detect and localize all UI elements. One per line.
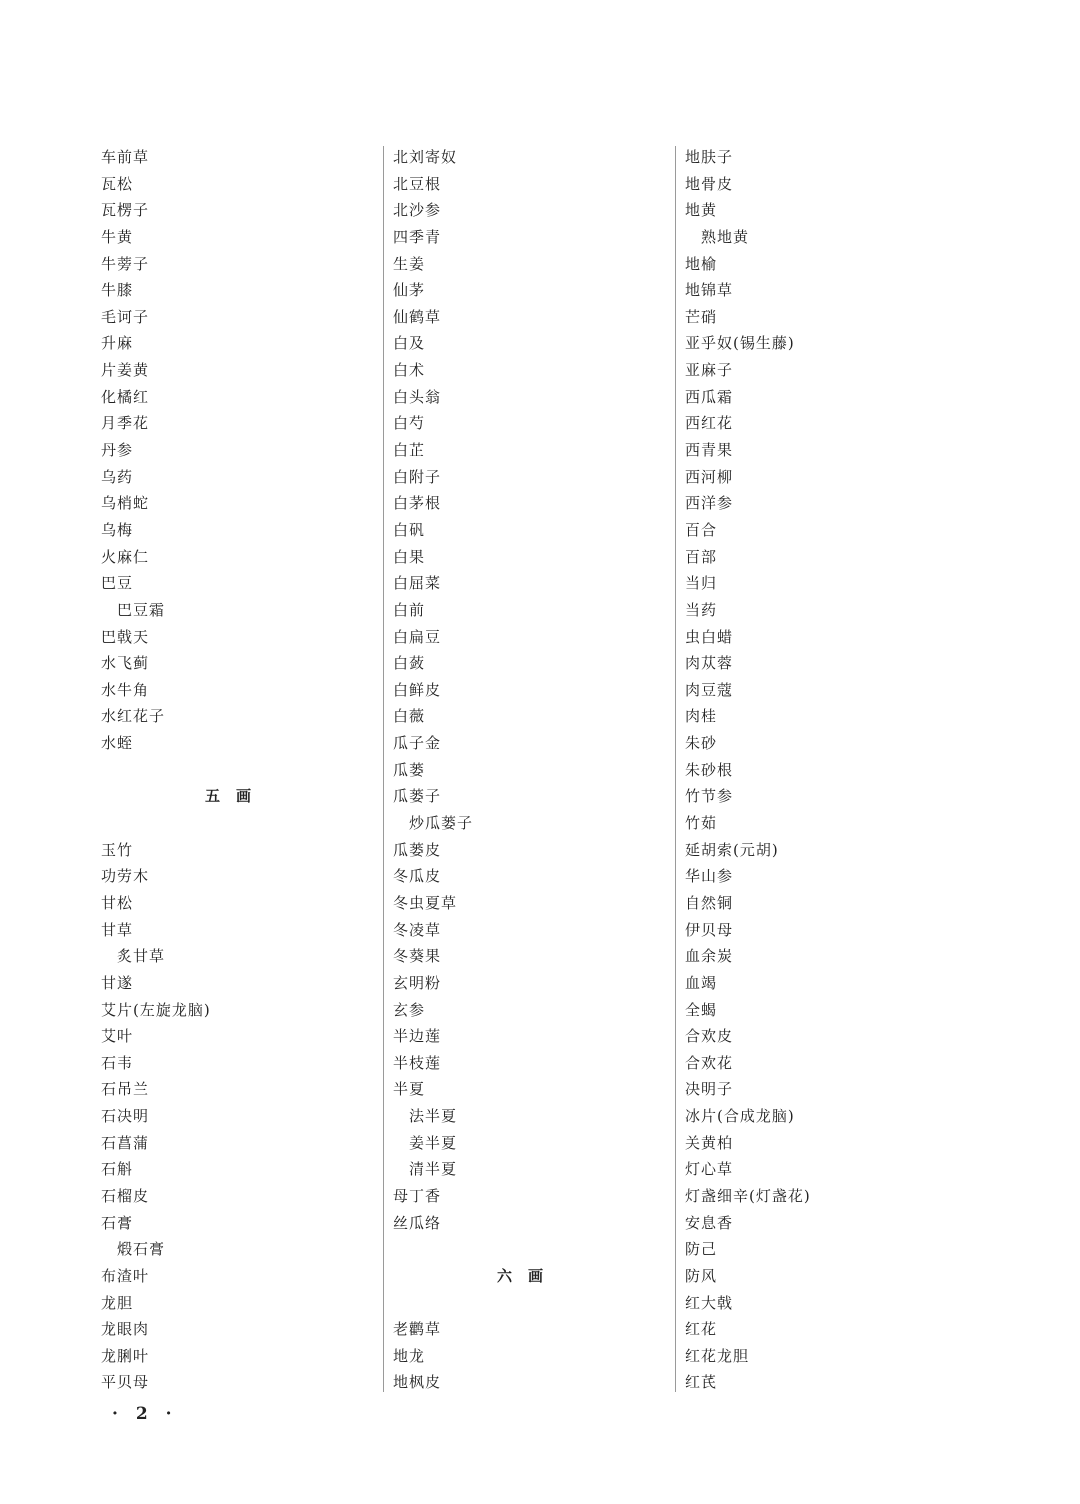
index-entry: 瓜子金 — [393, 734, 442, 753]
index-entry: 冬虫夏草 — [393, 893, 458, 912]
index-entry: 华山参 — [685, 867, 734, 886]
index-entry: 白鲜皮 — [393, 680, 442, 699]
index-entry: 西河柳 — [685, 467, 734, 486]
index-entry: 白薇 — [393, 707, 426, 726]
index-entry: 甘遂 — [101, 973, 134, 992]
index-entry: 老鹳草 — [393, 1320, 442, 1339]
index-entry: 白芷 — [393, 441, 426, 460]
index-entry: 毛诃子 — [101, 307, 150, 326]
index-entry: 北刘寄奴 — [393, 148, 458, 166]
index-sub-entry: 姜半夏 — [409, 1133, 458, 1152]
index-entry: 西瓜霜 — [685, 387, 734, 406]
index-entry: 瓦松 — [101, 174, 134, 193]
index-entry: 龙眼肉 — [101, 1320, 150, 1339]
index-entry: 肉苁蓉 — [685, 654, 734, 673]
index-entry: 延胡索(元胡) — [685, 840, 779, 859]
index-entry: 片姜黄 — [101, 361, 150, 380]
index-entry: 红花龙胆 — [685, 1346, 750, 1365]
index-column-2 — [393, 144, 663, 1396]
index-column-1 — [101, 144, 371, 1396]
index-entry: 乌梢蛇 — [101, 494, 150, 513]
index-entry: 艾片(左旋龙脑) — [101, 1000, 211, 1019]
index-entry: 地龙 — [393, 1346, 426, 1365]
index-entry: 半夏 — [393, 1080, 426, 1099]
index-entry: 瓜蒌 — [393, 760, 426, 779]
index-entry: 牛黄 — [101, 227, 134, 246]
index-entry: 升麻 — [101, 334, 134, 353]
index-entry: 亚麻子 — [685, 361, 734, 380]
spacer — [101, 757, 371, 784]
index-entry: 乌药 — [101, 467, 134, 486]
index-entry: 血余炭 — [685, 947, 734, 966]
index-entry: 化橘红 — [101, 387, 150, 406]
index-entry: 龙胆 — [101, 1293, 134, 1312]
index-sub-entry: 巴豆霜 — [117, 600, 166, 619]
index-entry: 灯心草 — [685, 1160, 734, 1179]
index-entry: 自然铜 — [685, 893, 734, 912]
index-entry: 肉桂 — [685, 707, 718, 726]
index-entry: 红花 — [685, 1320, 718, 1339]
index-entry: 巴豆 — [101, 574, 134, 593]
index-entry: 白头翁 — [393, 387, 442, 406]
index-entry: 北豆根 — [393, 174, 442, 193]
index-entry: 防己 — [685, 1240, 718, 1259]
index-entry: 四季青 — [393, 227, 442, 246]
index-entry: 丝瓜络 — [393, 1213, 442, 1232]
index-entry: 丹参 — [101, 441, 134, 460]
index-entry: 巴戟天 — [101, 627, 150, 646]
index-entry: 白前 — [393, 600, 426, 619]
index-sub-entry: 法半夏 — [409, 1107, 458, 1126]
index-entry: 冬葵果 — [393, 947, 442, 966]
index-entry: 西红花 — [685, 414, 734, 433]
index-entry: 白果 — [393, 547, 426, 566]
stroke-count-heading: 五画 — [204, 787, 267, 806]
index-entry: 冬瓜皮 — [393, 867, 442, 886]
index-entry: 地榆 — [685, 254, 718, 273]
index-sub-entry: 炙甘草 — [117, 947, 166, 966]
index-entry: 甘松 — [101, 893, 134, 912]
index-entry: 母丁香 — [393, 1186, 442, 1205]
index-entry: 白术 — [393, 361, 426, 380]
index-entry: 水红花子 — [101, 707, 166, 726]
index-entry: 石榴皮 — [101, 1186, 150, 1205]
index-entry: 全蝎 — [685, 1000, 718, 1019]
index-entry: 红大戟 — [685, 1293, 734, 1312]
index-entry: 决明子 — [685, 1080, 734, 1099]
index-entry: 朱砂根 — [685, 760, 734, 779]
index-entry: 水牛角 — [101, 680, 150, 699]
index-entry: 白蔹 — [393, 654, 426, 673]
index-entry: 合欢花 — [685, 1053, 734, 1072]
index-sub-entry: 清半夏 — [409, 1160, 458, 1179]
index-entry: 西洋参 — [685, 494, 734, 513]
index-entry: 白附子 — [393, 467, 442, 486]
index-entry: 水蛭 — [101, 734, 134, 753]
index-entry: 牛膝 — [101, 281, 134, 300]
index-entry: 玄明粉 — [393, 973, 442, 992]
index-entry: 冰片(合成龙脑) — [685, 1107, 795, 1126]
index-entry: 甘草 — [101, 920, 134, 939]
index-sub-entry: 煅石膏 — [117, 1240, 166, 1259]
index-entry: 虫白蜡 — [685, 627, 734, 646]
index-entry: 关黄柏 — [685, 1133, 734, 1152]
index-entry: 血竭 — [685, 973, 718, 992]
index-entry: 百部 — [685, 547, 718, 566]
index-entry: 龙脷叶 — [101, 1346, 150, 1365]
index-column-3 — [685, 144, 955, 1396]
index-entry: 灯盏细辛(灯盏花) — [685, 1186, 811, 1205]
index-entry: 亚乎奴(锡生藤) — [685, 334, 795, 353]
index-entry: 白茅根 — [393, 494, 442, 513]
index-entry: 生姜 — [393, 254, 426, 273]
index-entry: 艾叶 — [101, 1027, 134, 1046]
index-entry: 地锦草 — [685, 281, 734, 300]
index-entry: 石斛 — [101, 1160, 134, 1179]
index-entry: 石吊兰 — [101, 1080, 150, 1099]
page-number: · 2 · — [112, 1404, 178, 1424]
index-entry: 当药 — [685, 600, 718, 619]
index-entry: 白屈菜 — [393, 574, 442, 593]
index-entry: 石韦 — [101, 1053, 134, 1072]
index-entry: 石菖蒲 — [101, 1133, 150, 1152]
index-entry: 红芪 — [685, 1373, 718, 1392]
index-entry: 安息香 — [685, 1213, 734, 1232]
index-entry: 白扁豆 — [393, 627, 442, 646]
index-entry: 百合 — [685, 520, 718, 539]
column-divider-1 — [383, 146, 384, 1392]
index-sub-entry: 熟地黄 — [701, 227, 750, 246]
index-entry: 地枫皮 — [393, 1373, 442, 1392]
index-entry: 火麻仁 — [101, 547, 150, 566]
index-entry: 瓜蒌子 — [393, 787, 442, 806]
index-entry: 伊贝母 — [685, 920, 734, 939]
index-entry: 乌梅 — [101, 520, 134, 539]
stroke-count-heading: 六画 — [496, 1266, 559, 1285]
index-entry: 半枝莲 — [393, 1053, 442, 1072]
index-entry: 水飞蓟 — [101, 654, 150, 673]
index-entry: 朱砂 — [685, 734, 718, 753]
index-entry: 布渣叶 — [101, 1266, 150, 1285]
index-entry: 肉豆蔻 — [685, 680, 734, 699]
index-entry: 白芍 — [393, 414, 426, 433]
index-entry: 瓜蒌皮 — [393, 840, 442, 859]
index-entry: 仙茅 — [393, 281, 426, 300]
spacer — [393, 1236, 663, 1263]
index-entry: 半边莲 — [393, 1027, 442, 1046]
spacer — [393, 1290, 663, 1317]
index-entry: 冬凌草 — [393, 920, 442, 939]
index-entry: 防风 — [685, 1266, 718, 1285]
index-entry: 地肤子 — [685, 148, 734, 166]
index-entry: 平贝母 — [101, 1373, 150, 1392]
index-entry: 合欢皮 — [685, 1027, 734, 1046]
index-entry: 地骨皮 — [685, 174, 734, 193]
index-entry: 竹节参 — [685, 787, 734, 806]
index-sub-entry: 炒瓜蒌子 — [409, 814, 474, 833]
index-entry: 竹茹 — [685, 814, 718, 833]
index-entry: 车前草 — [101, 148, 150, 166]
index-entry: 仙鹤草 — [393, 307, 442, 326]
index-entry: 功劳木 — [101, 867, 150, 886]
index-entry: 白矾 — [393, 520, 426, 539]
index-entry: 当归 — [685, 574, 718, 593]
index-entry: 地黄 — [685, 201, 718, 220]
index-entry: 石膏 — [101, 1213, 134, 1232]
index-entry: 瓦楞子 — [101, 201, 150, 220]
spacer — [101, 810, 371, 837]
index-entry: 芒硝 — [685, 307, 718, 326]
index-entry: 月季花 — [101, 414, 150, 433]
index-entry: 玄参 — [393, 1000, 426, 1019]
index-entry: 石决明 — [101, 1107, 150, 1126]
index-entry: 白及 — [393, 334, 426, 353]
column-divider-2 — [675, 146, 676, 1392]
index-entry: 玉竹 — [101, 840, 134, 859]
index-entry: 北沙参 — [393, 201, 442, 220]
index-entry: 西青果 — [685, 441, 734, 460]
index-entry: 牛蒡子 — [101, 254, 150, 273]
